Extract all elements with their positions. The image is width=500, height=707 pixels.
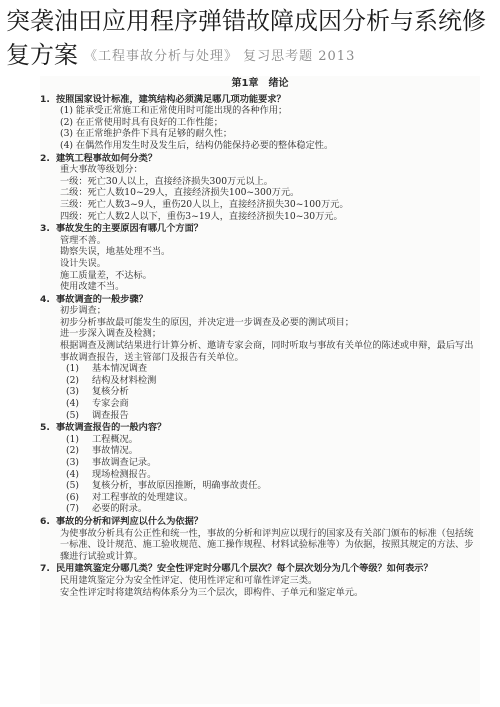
question-title: 事故调查的一般步骤？ (56, 293, 148, 305)
question-number: 6. (40, 515, 50, 527)
answer-line: 四级：死亡人数2人以下，重伤3~19人，直接经济损失10~30万元。 (60, 210, 343, 222)
page-title: 突袭油田应用程序弹错故障成因分析与系统修复方案 (6, 7, 486, 69)
answer-line: 根据调查及测试结果进行计算分析、邀请专家会商，同时听取与事故有关单位的陈述或申辩，最后写出事故调查报告，送主管部门及报告有关单位。 (60, 340, 474, 363)
answer-4 (40, 305, 480, 363)
answer-3 (40, 235, 480, 293)
list-item: (3) 复核分析 (66, 386, 129, 398)
question-title: 按照国家设计标准，建筑结构必须满足哪几项功能要求？ (56, 93, 286, 105)
answer-4-steps (40, 363, 480, 421)
question-number: 5. (40, 422, 50, 434)
answer-line: 管理不善。 (60, 234, 106, 246)
list-item: (5) 复核分析，事故原因推断，明确事故责任。 (66, 480, 267, 492)
question-2 (40, 153, 480, 165)
answer-line: (2) 在正常使用时具有良好的工作性能； (60, 116, 223, 128)
answer-line: (3) 在正常维护条件下具有足够的耐久性； (60, 128, 233, 140)
answer-line: 三级：死亡人数3~9人，重伤20人以上，直接经济损失30~100万元。 (60, 198, 349, 210)
list-item: (1) 工程概况。 (66, 433, 138, 445)
answer-line: 初步调查； (60, 305, 106, 317)
question-4 (40, 294, 480, 306)
list-item: (4) 现场检测报告。 (66, 468, 157, 480)
list-item: (7) 必要的附录。 (66, 503, 148, 515)
question-title: 事故的分析和评判应以什么为依据？ (56, 515, 203, 527)
answer-line: 施工质量差，不达标。 (60, 269, 152, 281)
answer-line: 重大事故等级划分： (60, 164, 143, 176)
scanned-document (40, 76, 480, 704)
question-number: 2. (40, 152, 50, 164)
list-item: (4) 专家会商 (66, 398, 129, 410)
answer-line: 勘察失误，地基处理不当。 (60, 246, 171, 258)
document-subtitle: 《工程事故分析与处理》 复习思考题 2013 (84, 49, 356, 64)
list-item: (1) 基本情况调查 (66, 363, 148, 375)
answer-line: 安全性评定时将建筑结构体系分为三个层次，即构件、子单元和鉴定单元。 (60, 586, 364, 598)
answer-line: (4) 在偶然作用发生时及发生后，结构仍能保持必要的整体稳定性。 (60, 139, 334, 151)
chapter-heading: 第1章 绪论 (231, 78, 289, 89)
answer-2 (40, 164, 480, 222)
answer-line: 设计失误。 (60, 257, 106, 269)
question-1 (40, 94, 480, 106)
answer-line: 一级：死亡30人以上，直接经济损失300万元以上。 (60, 175, 273, 187)
answer-line: 初步分析事故最可能发生的原因，并决定进一步调查及必要的测试项目； (60, 316, 354, 328)
answer-1 (40, 105, 480, 151)
list-item: (5) 调查报告 (66, 409, 129, 421)
question-title: 事故发生的主要原因有哪几个方面？ (56, 223, 203, 235)
question-title: 民用建筑鉴定分哪几类？安全性评定时分哪几个层次？每个层次划分为几个等级？如何表示？ (56, 563, 433, 575)
page-header (6, 4, 496, 74)
question-5 (40, 422, 480, 434)
question-number: 3. (40, 223, 50, 235)
answer-5 (40, 434, 480, 515)
answer-line: 民用建筑鉴定分为安全性评定、使用性评定和可靠性评定三类。 (60, 574, 318, 586)
answer-line: 使用改建不当。 (60, 281, 125, 293)
list-item: (6) 对工程事故的处理建议。 (66, 491, 194, 503)
question-title: 事故调查报告的一般内容？ (56, 422, 167, 434)
answer-paragraph: 为使事故分析具有公正性和统一性，事故的分析和评判应以现行的国家及有关部门颁布的标准（包括统一标准、设计规范、施工验收规范、施工操作规程、材料试验标准等）为依据，按照其规定的方法、步骤进行试验或计算。 (60, 527, 474, 562)
list-item: (2) 结构及材料检测 (66, 374, 157, 386)
question-3 (40, 223, 480, 235)
answer-line: (1) 能承受正常施工和正常使用时可能出现的各种作用； (60, 105, 288, 117)
answer-6 (40, 528, 480, 563)
list-item: (3) 事故调查记录。 (66, 457, 157, 468)
answer-7 (40, 575, 480, 598)
answer-line: 进一步深入调查及检测； (60, 328, 162, 340)
question-number: 7. (40, 563, 50, 575)
question-number: 1. (40, 93, 50, 105)
answer-line: 二级：死亡人数10~29人，直接经济损失100~300万元。 (60, 187, 300, 199)
question-title: 建筑工程事故如何分类？ (56, 152, 158, 164)
list-item: (2) 事故情况。 (66, 445, 138, 457)
question-7 (40, 563, 480, 575)
question-number: 4. (40, 293, 50, 305)
question-6 (40, 516, 480, 528)
